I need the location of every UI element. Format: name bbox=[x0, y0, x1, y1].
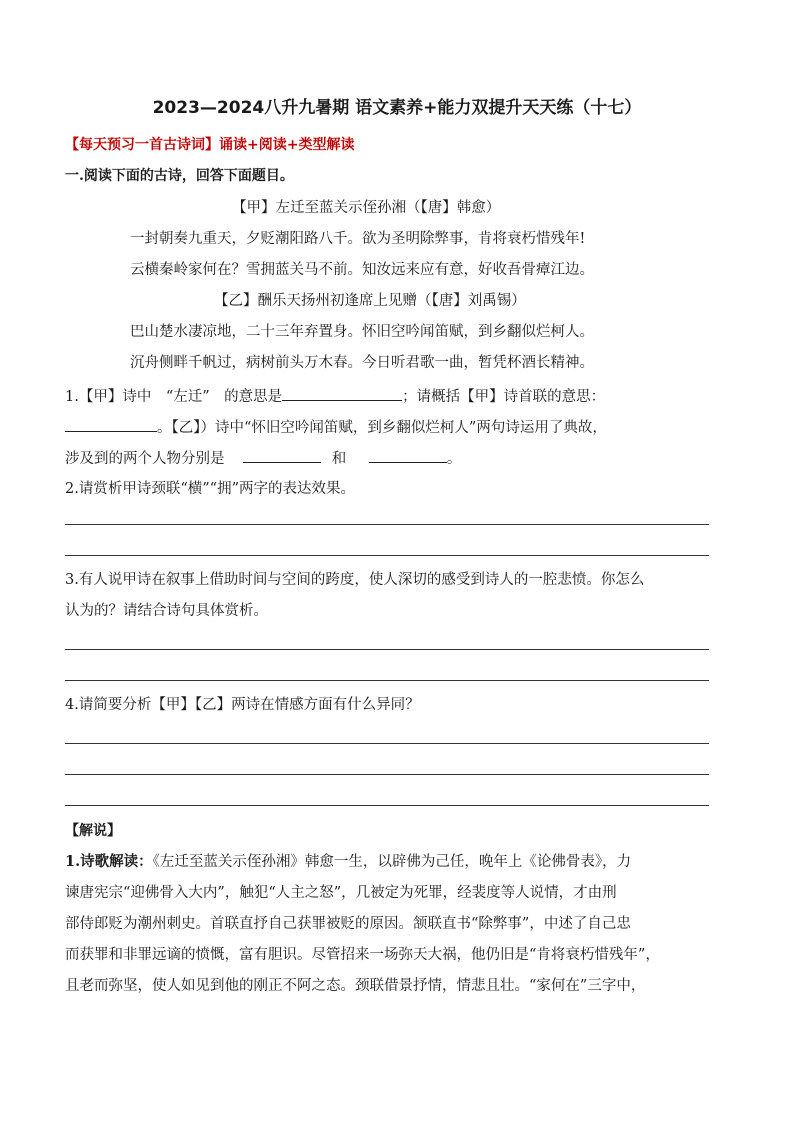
poem-a-heading: 【甲】左迁至蓝关示侄孙湘（【唐】韩愈） bbox=[232, 200, 501, 216]
answer-line[interactable] bbox=[65, 680, 709, 681]
answer-line[interactable] bbox=[65, 524, 709, 525]
q1-text-c: 。【乙】）诗中“怀旧空吟闻笛赋，到乡翻似烂柯人”两句诗运用了典故， bbox=[157, 420, 607, 436]
q1-blank-person-2[interactable] bbox=[369, 447, 447, 463]
question-2: 2.请赏析甲诗颈联“横”“拥”两字的表达效果。 bbox=[65, 481, 355, 497]
explanation-line-3: 部侍郎贬为潮州刺史。首联直抒自己获罪被贬的原因。颔联直书“除弊事”，中述了自己忠 bbox=[65, 916, 631, 932]
q1-text-b: ；请概括【甲】诗首联的意思： bbox=[402, 389, 606, 405]
answer-line[interactable] bbox=[65, 649, 709, 650]
part-one-heading: 一.阅读下面的古诗，回答下面题目。 bbox=[65, 168, 294, 184]
answer-line[interactable] bbox=[65, 774, 709, 775]
answer-line[interactable] bbox=[65, 805, 709, 806]
question-1-line-1 bbox=[65, 385, 605, 407]
question-4: 4.请简要分析【甲】【乙】两诗在情感方面有什么异同？ bbox=[65, 697, 420, 713]
explanation-line-5: 且老而弥坚，使人如见到他的刚正不阿之态。颈联借景抒情，情悲且壮。“家何在”三字中， bbox=[65, 978, 646, 994]
poem-b-heading: 【乙】酬乐天扬州初逢席上见赠（【唐】刘禹锡） bbox=[214, 293, 526, 309]
q1-text-d: 涉及到的两个人物分别是 bbox=[65, 451, 225, 467]
question-1-line-3 bbox=[65, 447, 461, 469]
q1-blank-meaning[interactable] bbox=[282, 385, 402, 401]
q1-text-e: 和 bbox=[331, 451, 347, 467]
explanation-line-4: 而获罪和非罪远谪的愤慨，富有胆识。尽管招来一场弥天大祸，他仍旧是“肯将衰朽惜残年”， bbox=[65, 947, 660, 963]
poem-b-line-1: 巴山楚水凄凉地，二十三年弃置身。怀旧空吟闻笛赋，到乡翻似烂柯人。 bbox=[130, 324, 594, 340]
q1-text-a: 1.【甲】诗中 “左迁” 的意思是 bbox=[65, 389, 283, 405]
poem-b-line-2: 沉舟侧畔千帆过，病树前头万木春。今日听君歌一曲，暂凭杯酒长精神。 bbox=[130, 355, 594, 371]
explanation-text-1: 《左迁至蓝关示侄孙湘》韩愈一生，以辟佛为己任，晚年上《论佛骨表》，力 bbox=[152, 854, 632, 870]
explanation-line-1 bbox=[65, 852, 631, 872]
answer-line[interactable] bbox=[65, 743, 709, 744]
q1-text-f: 。 bbox=[446, 451, 462, 467]
explanation-label: 1.诗歌解读： bbox=[65, 853, 153, 870]
poem-a-line-1: 一封朝奏九重天，夕贬潮阳路八千。欲为圣明除弊事，肯将衰朽惜残年! bbox=[130, 231, 586, 247]
page-title: 2023—2024八升九暑期 语文素养+能力双提升天天练（十七） bbox=[152, 98, 642, 118]
section-tag: 【每天预习一首古诗词】诵读+阅读+类型解读 bbox=[65, 137, 355, 153]
q1-blank-person-1[interactable] bbox=[243, 447, 321, 463]
question-3-line-2: 认为的？请结合诗句具体赏析。 bbox=[65, 603, 268, 619]
question-1-line-2 bbox=[65, 416, 607, 438]
q1-blank-summary[interactable] bbox=[65, 416, 157, 432]
explanation-heading: 【解说】 bbox=[65, 823, 121, 839]
question-3-line-1: 3.有人说甲诗在叙事上借助时间与空间的跨度，使人深切的感受到诗人的一腔悲愤。你怎么 bbox=[65, 572, 645, 588]
poem-a-line-2: 云横秦岭家何在？雪拥蓝关马不前。知汝远来应有意，好收吾骨瘴江边。 bbox=[130, 262, 594, 278]
explanation-line-2: 谏唐宪宗“迎佛骨入大内”，触犯“人主之怒”，几被定为死罪，经裴度等人说情，才由刑 bbox=[65, 885, 617, 901]
answer-line[interactable] bbox=[65, 555, 709, 556]
